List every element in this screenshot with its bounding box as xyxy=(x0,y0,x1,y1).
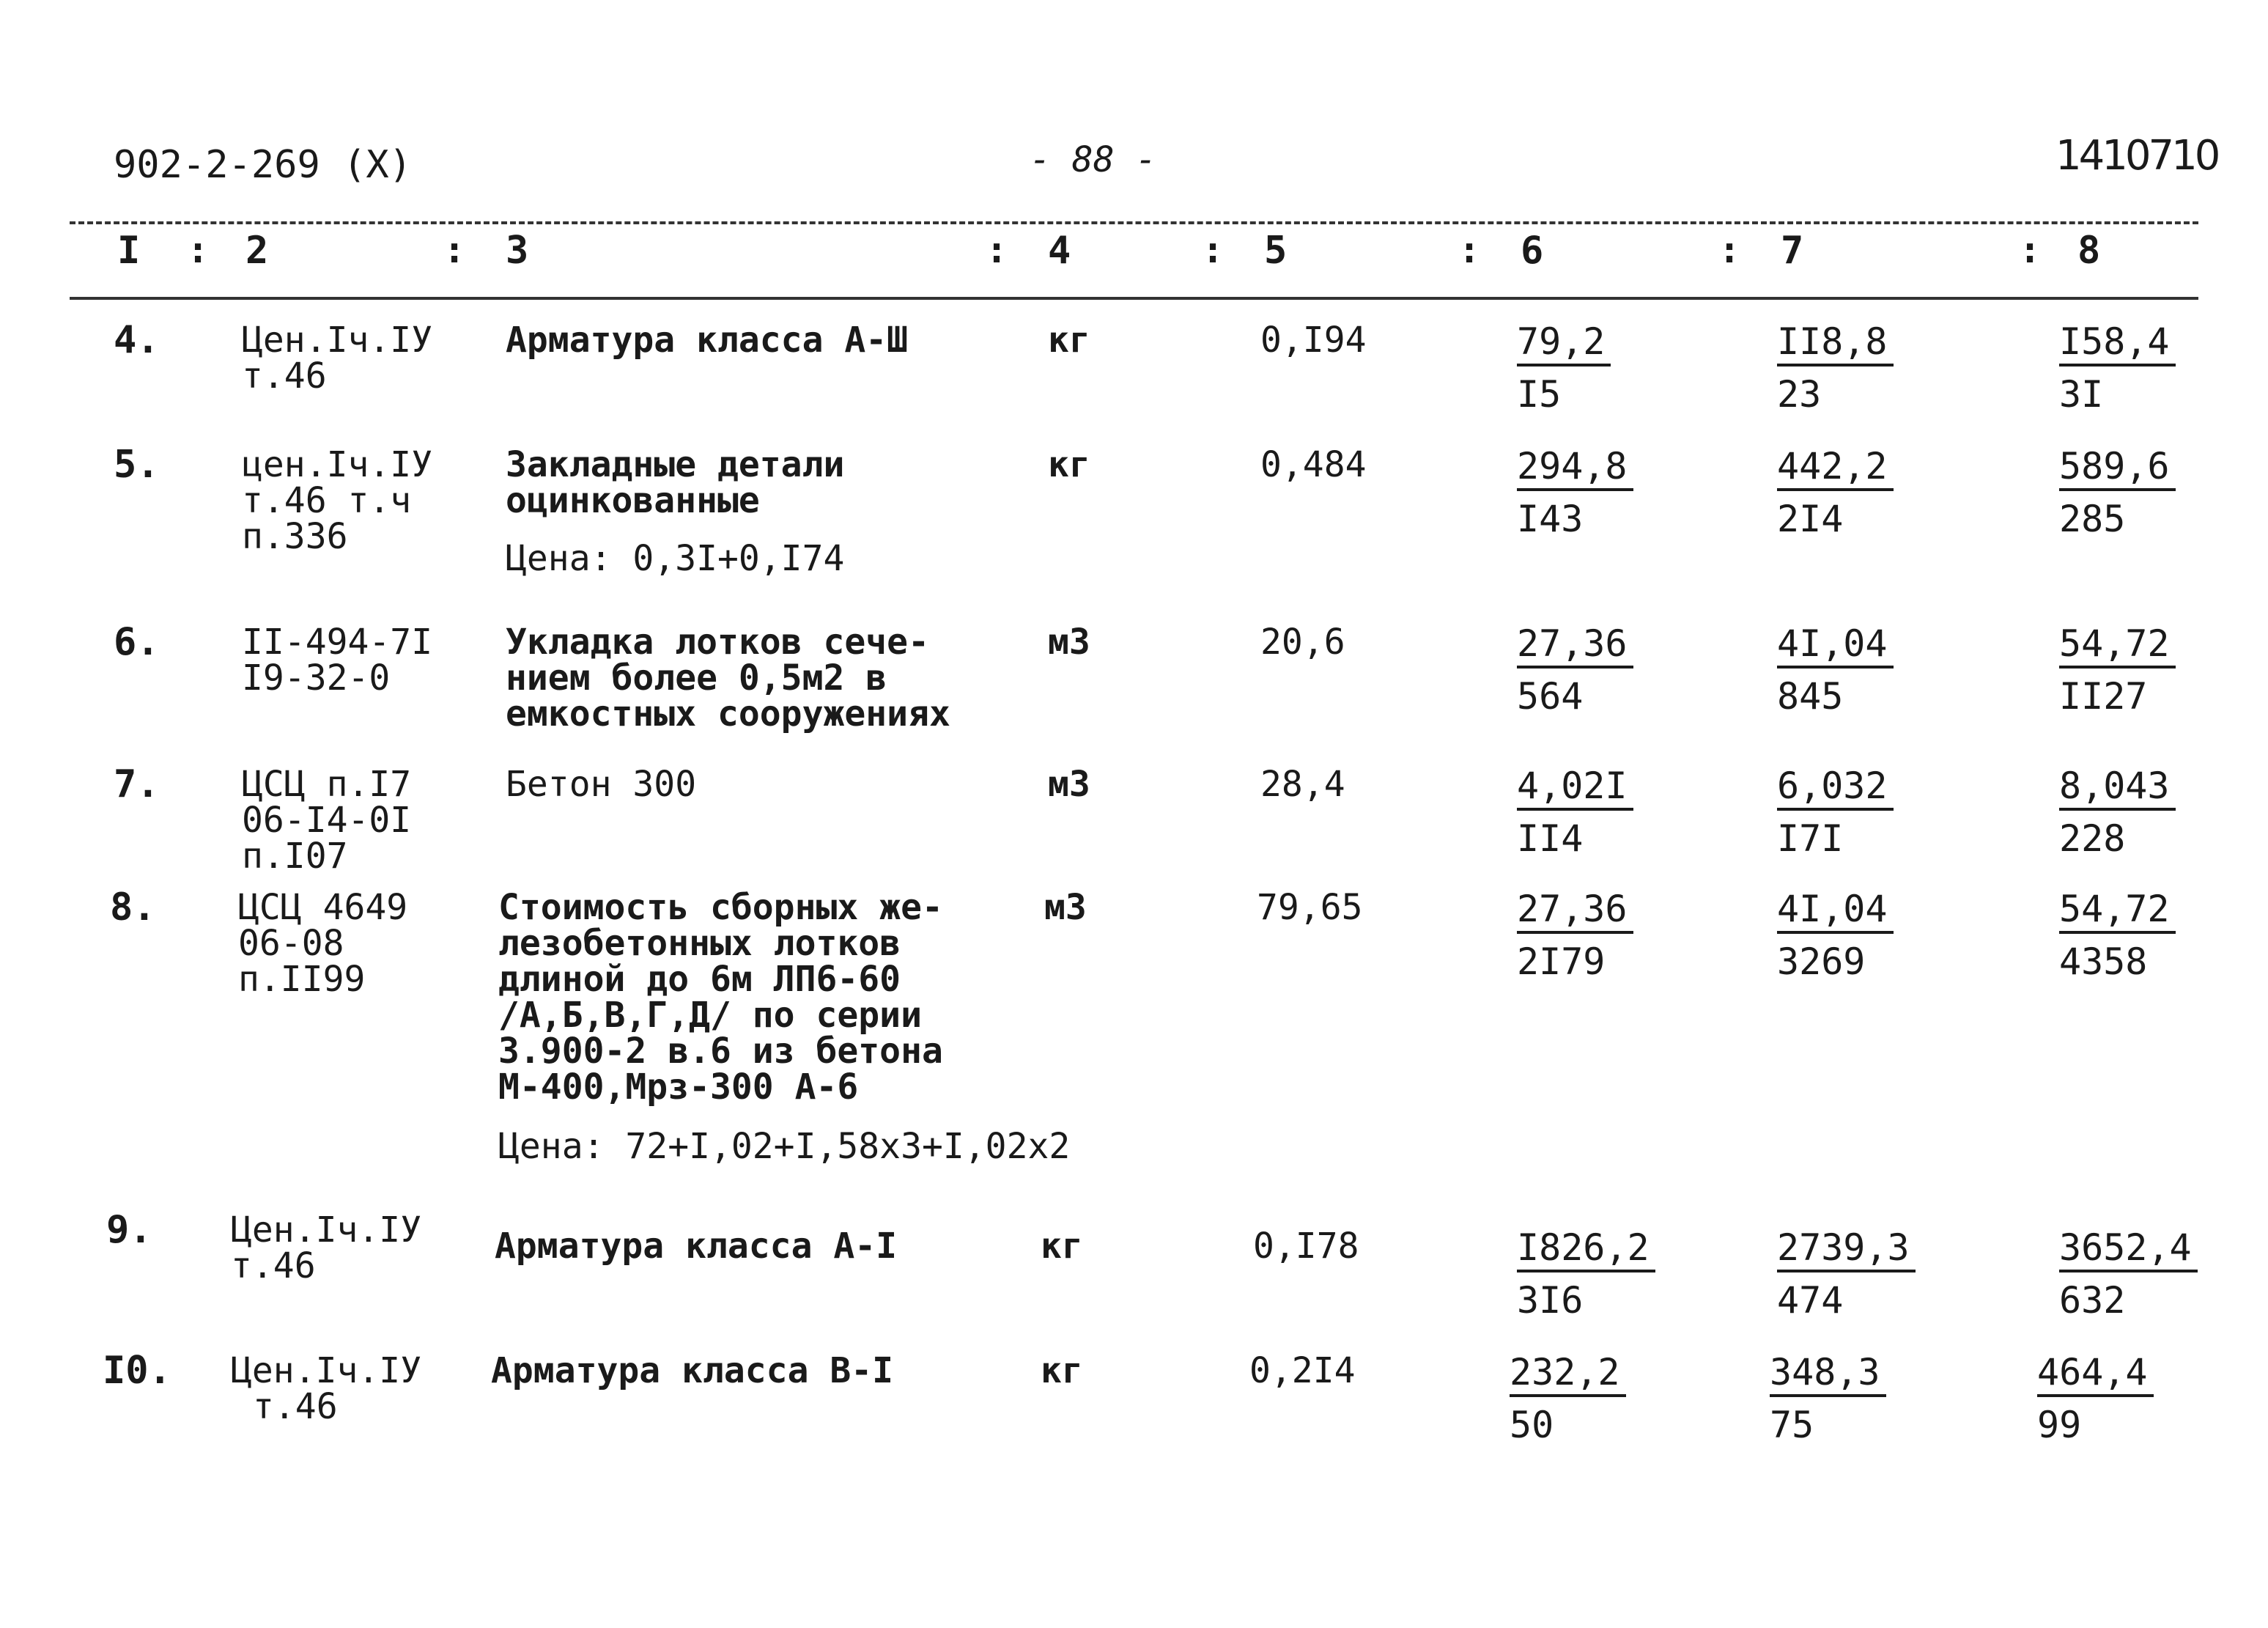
value-top: 54,72 xyxy=(2059,625,2176,668)
description-line: лезобетонных лотков xyxy=(498,923,901,964)
value-col-8 xyxy=(2059,320,2176,416)
value-bottom: I43 xyxy=(1517,498,1584,540)
value-bottom: I7I xyxy=(1777,817,1844,860)
value-col-8 xyxy=(2059,1226,2198,1322)
value-top: 2739,3 xyxy=(1777,1229,1916,1272)
row-number: 6. xyxy=(114,620,160,664)
value-top: 442,2 xyxy=(1777,447,1894,491)
value-col-7 xyxy=(1777,890,1894,981)
norm-code-line: т.46 xyxy=(253,1386,338,1427)
norm-code xyxy=(231,1350,422,1427)
norm-code-line: II-494-7I xyxy=(242,622,433,663)
row-number: 7. xyxy=(114,762,160,806)
value-col-7 xyxy=(1777,320,1894,416)
col-head-5: 5 xyxy=(1264,229,1288,273)
value-bottom: 474 xyxy=(1777,1279,1844,1322)
description-line: /А,Б,В,Г,Д/ по серии xyxy=(498,995,922,1036)
value-bottom: 2I4 xyxy=(1777,498,1844,540)
description-line: Закладные детали xyxy=(506,444,845,485)
description-line: 3.900-2 в.6 из бетона xyxy=(498,1031,943,1072)
value-top: 589,6 xyxy=(2059,447,2176,491)
col-head-7: 7 xyxy=(1781,229,1804,273)
col-head-4: 4 xyxy=(1048,229,1071,273)
value-bottom: 632 xyxy=(2059,1279,2126,1322)
value-top: 232,2 xyxy=(1510,1353,1626,1397)
value-col-7 xyxy=(1777,767,1894,858)
value-bottom: 2I79 xyxy=(1517,940,1606,983)
value-col-8 xyxy=(2037,1353,2154,1444)
norm-code-line: Цен.Iч.IУ xyxy=(231,1209,422,1251)
header-bottom-rule xyxy=(70,297,2198,300)
row-number: 9. xyxy=(106,1208,152,1252)
value-top: 79,2 xyxy=(1517,323,1611,367)
value-col-7 xyxy=(1777,1226,1916,1322)
description-line: Арматура класса А-Ш xyxy=(506,320,909,361)
quantity: 0,I78 xyxy=(1253,1226,1359,1267)
norm-code-line: т.46 xyxy=(242,356,327,397)
unit: м3 xyxy=(1044,887,1087,928)
description-line: нием более 0,5м2 в xyxy=(506,658,887,699)
value-top: 4I,04 xyxy=(1777,625,1894,668)
quantity: 79,65 xyxy=(1257,887,1363,928)
value-col-8 xyxy=(2059,622,2176,718)
quantity: 28,4 xyxy=(1260,764,1345,805)
item-description xyxy=(495,1226,898,1267)
description-line: Арматура класса В-I xyxy=(491,1350,894,1391)
item-description xyxy=(498,887,1071,1167)
norm-code-line: ЦСЦ 4649 xyxy=(238,887,408,928)
value-top: I58,4 xyxy=(2059,323,2176,367)
description-line: оцинкованные xyxy=(506,480,760,521)
norm-code xyxy=(242,764,412,877)
price-formula: Цена: 72+I,02+I,58х3+I,02х2 xyxy=(498,1126,1071,1167)
norm-code-line: п.336 xyxy=(242,516,348,557)
value-bottom: 564 xyxy=(1517,675,1584,718)
value-top: 4,02I xyxy=(1517,767,1633,811)
col-head-8: 8 xyxy=(2077,229,2101,273)
value-bottom: I5 xyxy=(1517,373,1562,416)
norm-code-line: Цен.Iч.IУ xyxy=(242,320,433,361)
norm-code-line: цен.Iч.IУ xyxy=(242,444,433,485)
description-line: Укладка лотков сече- xyxy=(506,622,929,663)
value-col-6 xyxy=(1517,622,1633,718)
norm-code xyxy=(242,622,433,699)
value-top: 348,3 xyxy=(1770,1353,1886,1397)
norm-code-line: т.46 т.ч xyxy=(242,480,412,521)
norm-code-line: Цен.Iч.IУ xyxy=(231,1350,422,1391)
col-head-3: 3 xyxy=(506,229,529,273)
project-number: 902-2-269 (Х) xyxy=(114,143,412,187)
value-col-6 xyxy=(1517,1226,1655,1322)
value-bottom: 23 xyxy=(1777,373,1822,416)
description-line: длиной до 6м ЛП6-60 xyxy=(498,959,901,1000)
col-head-2: 2 xyxy=(245,229,269,273)
item-description xyxy=(506,444,845,579)
norm-code-line: ЦСЦ п.I7 xyxy=(242,764,412,805)
norm-code-line: 06-I4-0I xyxy=(242,800,412,841)
value-top: 27,36 xyxy=(1517,890,1633,934)
quantity: 0,2I4 xyxy=(1249,1350,1356,1391)
value-col-8 xyxy=(2059,890,2176,981)
value-bottom: II4 xyxy=(1517,817,1584,860)
unit: м3 xyxy=(1048,764,1090,805)
page-number: - 88 - xyxy=(1030,139,1157,180)
col-head-6: 6 xyxy=(1521,229,1544,273)
quantity: 20,6 xyxy=(1260,622,1345,663)
value-bottom: 3I xyxy=(2059,373,2104,416)
value-bottom: 4358 xyxy=(2059,940,2148,983)
value-top: 27,36 xyxy=(1517,625,1633,668)
value-col-6 xyxy=(1517,447,1633,538)
value-col-6 xyxy=(1510,1353,1626,1444)
unit: м3 xyxy=(1048,622,1090,663)
item-description xyxy=(506,764,697,805)
value-bottom: 50 xyxy=(1510,1404,1554,1446)
item-description xyxy=(506,320,909,361)
col-separator: : xyxy=(1458,229,1481,271)
value-bottom: 99 xyxy=(2037,1404,2082,1446)
item-description xyxy=(491,1350,894,1391)
description-line: Стоимость сборных же- xyxy=(498,887,943,928)
value-top: 4I,04 xyxy=(1777,890,1894,934)
col-separator: : xyxy=(1718,229,1741,271)
value-col-6 xyxy=(1517,767,1633,858)
value-col-8 xyxy=(2059,767,2176,858)
norm-code-line: I9-32-0 xyxy=(242,658,391,699)
value-col-8 xyxy=(2059,447,2176,538)
value-top: 3652,4 xyxy=(2059,1229,2198,1272)
col-head-1: I xyxy=(117,229,141,273)
row-number: 8. xyxy=(110,885,156,929)
norm-code-line: т.46 xyxy=(231,1245,316,1286)
description-line: М-400,Мрз-300 А-6 xyxy=(498,1067,859,1108)
row-number: 5. xyxy=(114,443,160,487)
col-separator: : xyxy=(1202,229,1225,271)
unit: кг xyxy=(1041,1226,1083,1267)
value-bottom: 75 xyxy=(1770,1404,1814,1446)
col-separator: : xyxy=(187,229,210,271)
top-rule xyxy=(70,221,2198,224)
col-separator: : xyxy=(2019,229,2042,271)
value-col-6 xyxy=(1517,890,1633,981)
norm-code xyxy=(242,444,433,557)
norm-code xyxy=(242,320,433,397)
col-separator: : xyxy=(443,229,466,271)
col-separator: : xyxy=(986,229,1008,271)
value-bottom: 285 xyxy=(2059,498,2126,540)
value-top: 8,043 xyxy=(2059,767,2176,811)
norm-code-line: п.I07 xyxy=(242,836,348,877)
value-col-7 xyxy=(1770,1353,1886,1444)
description-line: Арматура класса А-I xyxy=(495,1226,898,1267)
value-top: II8,8 xyxy=(1777,323,1894,367)
value-bottom: 3269 xyxy=(1777,940,1866,983)
value-bottom: 228 xyxy=(2059,817,2126,860)
unit: кг xyxy=(1041,1350,1083,1391)
norm-code xyxy=(238,887,408,1000)
row-number: 4. xyxy=(114,318,160,362)
value-bottom: II27 xyxy=(2059,675,2148,718)
value-col-7 xyxy=(1777,622,1894,718)
row-number: I0. xyxy=(103,1349,171,1393)
value-col-6 xyxy=(1517,320,1611,416)
item-description xyxy=(506,622,950,734)
quantity: 0,484 xyxy=(1260,444,1367,485)
value-bottom: 845 xyxy=(1777,675,1844,718)
price-formula: Цена: 0,3I+0,I74 xyxy=(506,538,845,579)
norm-code xyxy=(231,1209,422,1286)
archive-code: 1410710 xyxy=(2055,132,2218,180)
quantity: 0,I94 xyxy=(1260,320,1367,361)
unit: кг xyxy=(1048,444,1090,485)
value-top: 294,8 xyxy=(1517,447,1633,491)
value-bottom: 3I6 xyxy=(1517,1279,1584,1322)
value-col-7 xyxy=(1777,447,1894,538)
value-top: I826,2 xyxy=(1517,1229,1655,1272)
description-line: емкостных сооружениях xyxy=(506,693,950,734)
description-line: Бетон 300 xyxy=(506,764,697,805)
unit: кг xyxy=(1048,320,1090,361)
norm-code-line: 06-08 xyxy=(238,923,344,964)
value-top: 464,4 xyxy=(2037,1353,2154,1397)
value-top: 6,032 xyxy=(1777,767,1894,811)
norm-code-line: п.II99 xyxy=(238,959,366,1000)
value-top: 54,72 xyxy=(2059,890,2176,934)
